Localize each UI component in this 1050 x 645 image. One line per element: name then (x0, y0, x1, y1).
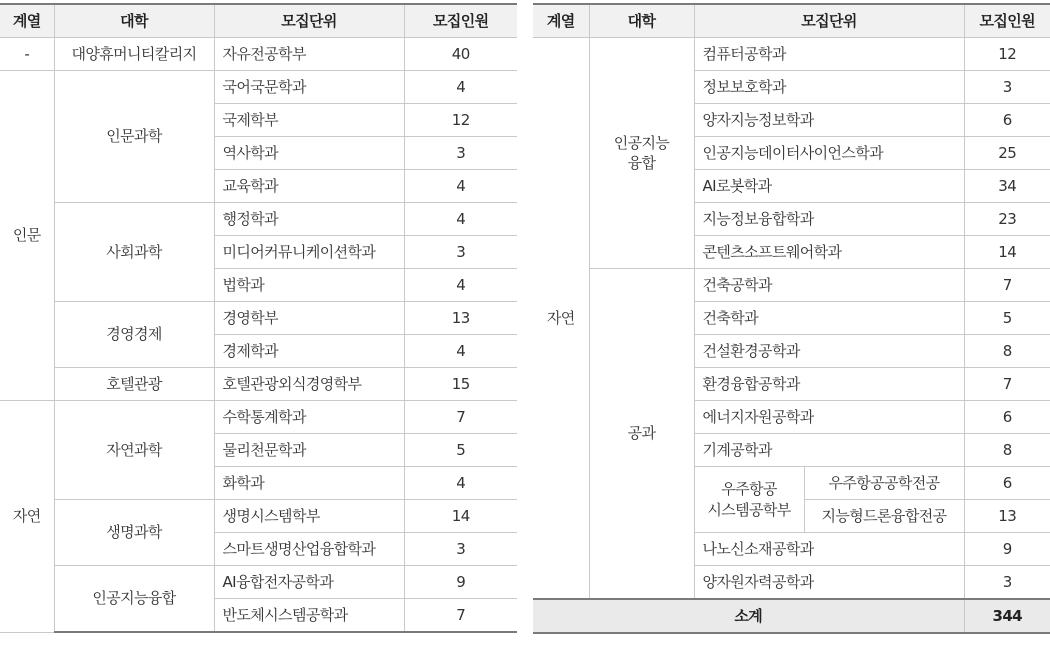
unit-cell: AI융합전자공학과 (214, 566, 404, 599)
table-row (0, 203, 517, 236)
unit-cell: 국제학부 (214, 104, 404, 137)
count-cell: 5 (404, 434, 517, 467)
field-cell: 자연 (533, 38, 589, 600)
college-cell: 생명과학 (54, 500, 214, 566)
count-cell: 13 (404, 302, 517, 335)
count-cell: 7 (964, 368, 1050, 401)
unit-cell: 정보보호학과 (694, 71, 964, 104)
count-cell: 4 (404, 203, 517, 236)
count-cell: 12 (964, 38, 1050, 71)
total-row (533, 599, 1050, 633)
header-unit: 모집단위 (214, 4, 404, 38)
major-cell: 지능형드론융합전공 (804, 500, 964, 533)
header-count: 모집인원 (964, 4, 1050, 38)
unit-cell: 반도체시스템공학과 (214, 599, 404, 633)
unit-cell: 경제학과 (214, 335, 404, 368)
unit-cell: 인공지능데이터사이언스학과 (694, 137, 964, 170)
count-cell: 3 (964, 566, 1050, 600)
table-row (533, 269, 1050, 302)
unit-cell: 건축공학과 (694, 269, 964, 302)
table-row (0, 302, 517, 335)
table-row (533, 38, 1050, 71)
unit-cell: 미디어커뮤니케이션학과 (214, 236, 404, 269)
unit-cell: 지능정보융합학과 (694, 203, 964, 236)
admission-table-right (533, 3, 1050, 634)
college-cell: 사회과학 (54, 203, 214, 302)
unit-cell: AI로봇학과 (694, 170, 964, 203)
unit-cell: 우주항공 시스템공학부 (694, 467, 804, 533)
count-cell: 40 (404, 38, 517, 71)
count-cell: 12 (404, 104, 517, 137)
unit-cell: 행정학과 (214, 203, 404, 236)
count-cell: 3 (964, 71, 1050, 104)
unit-cell: 나노신소재공학과 (694, 533, 964, 566)
unit-cell: 환경융합공학과 (694, 368, 964, 401)
count-cell: 7 (964, 269, 1050, 302)
table-row (0, 38, 517, 71)
table-row (0, 401, 517, 434)
count-cell: 14 (964, 236, 1050, 269)
unit-cell: 생명시스템학부 (214, 500, 404, 533)
count-cell: 6 (964, 104, 1050, 137)
unit-cell: 교육학과 (214, 170, 404, 203)
college-cell: 경영경제 (54, 302, 214, 368)
count-cell: 3 (404, 137, 517, 170)
count-cell: 4 (404, 71, 517, 104)
unit-cell: 건축학과 (694, 302, 964, 335)
college-cell: 인공지능융합 (54, 566, 214, 633)
unit-cell: 역사학과 (214, 137, 404, 170)
header-row (533, 4, 1050, 38)
count-cell: 23 (964, 203, 1050, 236)
count-cell: 6 (964, 401, 1050, 434)
college-cell: 공과 (589, 269, 694, 600)
count-cell: 8 (964, 335, 1050, 368)
header-college: 대학 (54, 4, 214, 38)
count-cell: 7 (404, 401, 517, 434)
header-unit: 모집단위 (694, 4, 964, 38)
table-row (0, 368, 517, 401)
unit-cell: 국어국문학과 (214, 71, 404, 104)
unit-cell: 건설환경공학과 (694, 335, 964, 368)
unit-cell: 에너지자원공학과 (694, 401, 964, 434)
unit-cell: 물리천문학과 (214, 434, 404, 467)
header-field: 계열 (533, 4, 589, 38)
major-cell: 우주항공공학전공 (804, 467, 964, 500)
count-cell: 5 (964, 302, 1050, 335)
college-cell: 대양휴머니티칼리지 (54, 38, 214, 71)
total-value: 344 (964, 599, 1050, 633)
table-row (0, 566, 517, 599)
field-cell: - (0, 38, 54, 71)
unit-cell: 기계공학과 (694, 434, 964, 467)
field-cell: 인문 (0, 71, 54, 401)
unit-cell: 호텔관광외식경영학부 (214, 368, 404, 401)
header-count: 모집인원 (404, 4, 517, 38)
table-row (0, 71, 517, 104)
unit-cell: 경영학부 (214, 302, 404, 335)
header-field: 계열 (0, 4, 54, 38)
count-cell: 6 (964, 467, 1050, 500)
count-cell: 14 (404, 500, 517, 533)
count-cell: 8 (964, 434, 1050, 467)
count-cell: 4 (404, 335, 517, 368)
table-row (0, 500, 517, 533)
college-cell: 인공지능 융합 (589, 38, 694, 269)
count-cell: 7 (404, 599, 517, 633)
count-cell: 3 (404, 533, 517, 566)
count-cell: 3 (404, 236, 517, 269)
unit-cell: 스마트생명산업융합학과 (214, 533, 404, 566)
count-cell: 4 (404, 269, 517, 302)
count-cell: 9 (964, 533, 1050, 566)
college-cell: 호텔관광 (54, 368, 214, 401)
count-cell: 9 (404, 566, 517, 599)
admission-table-left (0, 3, 517, 633)
field-cell: 자연 (0, 401, 54, 633)
unit-cell: 화학과 (214, 467, 404, 500)
college-cell: 자연과학 (54, 401, 214, 500)
header-college: 대학 (589, 4, 694, 38)
unit-cell: 양자원자력공학과 (694, 566, 964, 600)
unit-cell: 컴퓨터공학과 (694, 38, 964, 71)
unit-cell: 콘텐츠소프트웨어학과 (694, 236, 964, 269)
unit-cell: 양자지능정보학과 (694, 104, 964, 137)
unit-cell: 자유전공학부 (214, 38, 404, 71)
count-cell: 4 (404, 467, 517, 500)
count-cell: 13 (964, 500, 1050, 533)
count-cell: 15 (404, 368, 517, 401)
unit-cell: 수학통계학과 (214, 401, 404, 434)
college-cell: 인문과학 (54, 71, 214, 203)
header-row (0, 4, 517, 38)
count-cell: 4 (404, 170, 517, 203)
count-cell: 34 (964, 170, 1050, 203)
count-cell: 25 (964, 137, 1050, 170)
unit-cell: 법학과 (214, 269, 404, 302)
total-label: 소계 (533, 599, 964, 633)
